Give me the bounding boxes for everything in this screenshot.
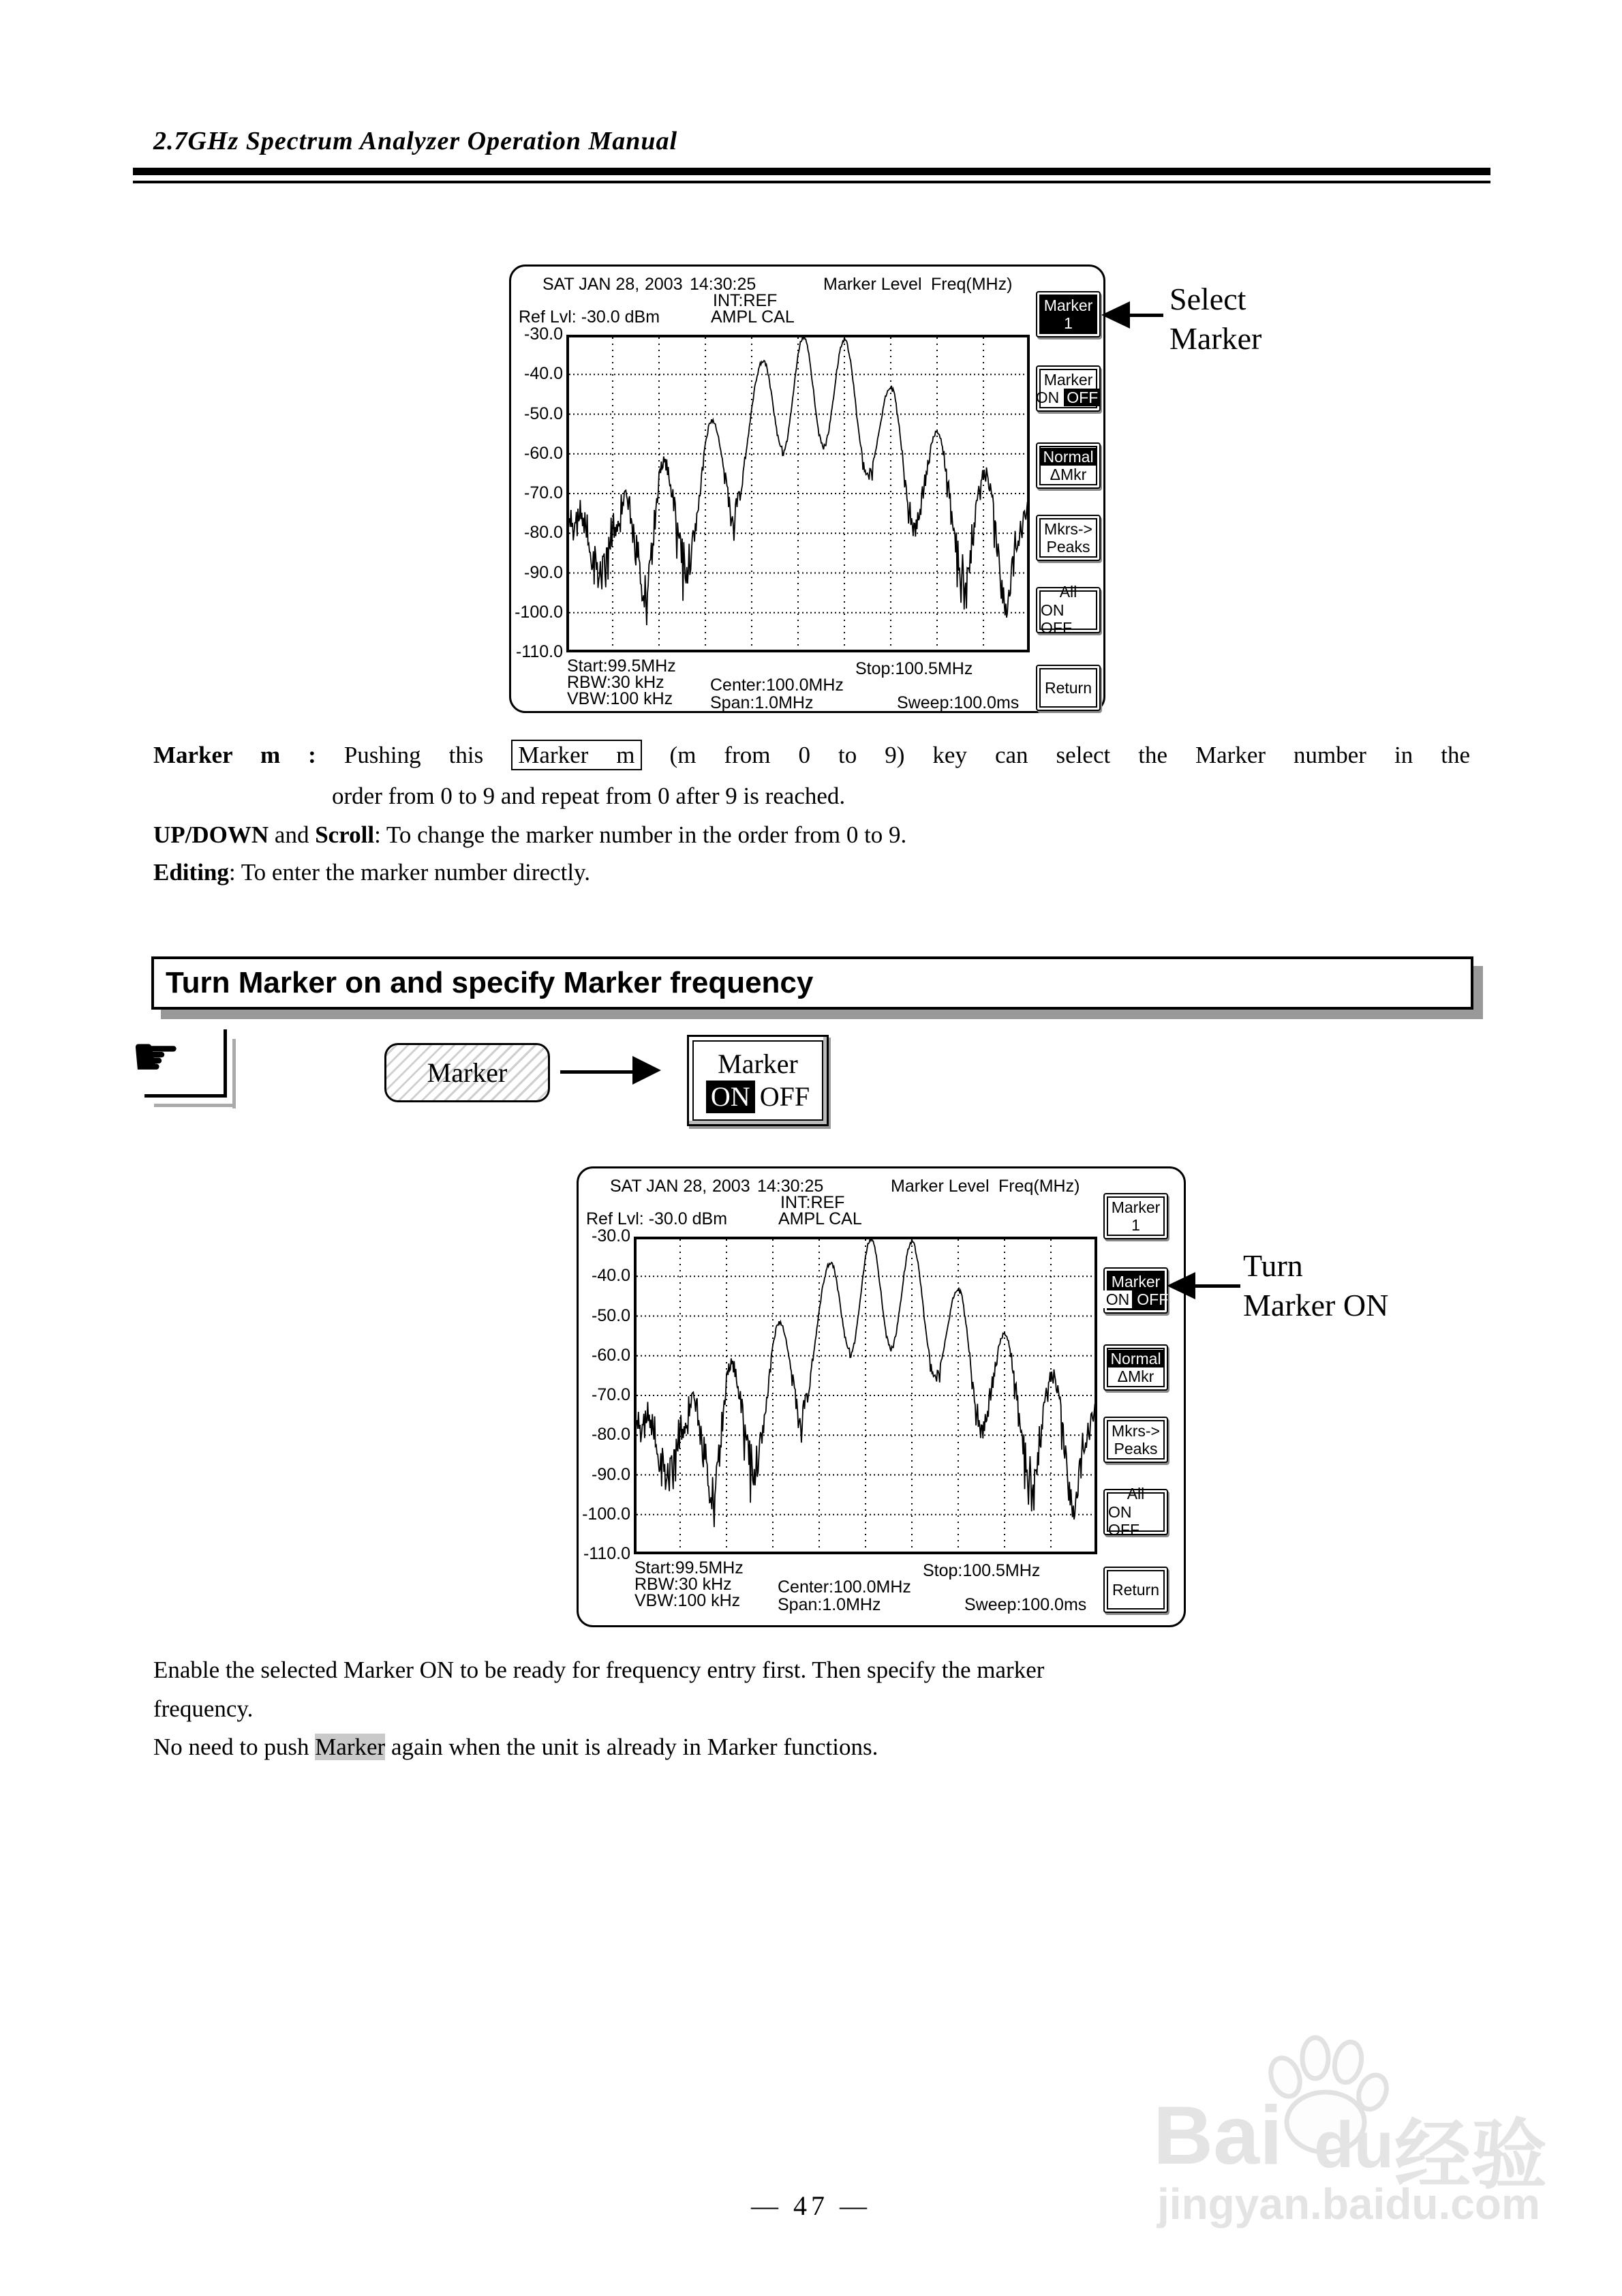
text: No need to push [153,1734,316,1760]
softkey-label: Return [1112,1580,1160,1599]
bold-editing: Editing [153,859,229,886]
softkey-label: ON OFF [1041,601,1072,637]
softkey-label: All [1127,1485,1145,1503]
rbw-readout: RBW:30 kHz [634,1575,732,1594]
bracket-vertical-shadow [232,1039,236,1108]
text: (m from 0 to 9) key can select the Marker number in the [641,742,1470,768]
bold-updown: UP/DOWN [153,821,269,848]
paragraph-marker-m-line1 [153,742,1470,769]
y-tick: -50.0 [524,404,563,423]
page-number: — 47 — [751,2190,871,2221]
span-readout: Span:1.0MHz [710,693,814,712]
turn-marker-on-callout-line2: Marker ON [1243,1288,1389,1323]
marker-m-key-reference: Marker m [511,740,641,770]
center-freq-readout: Center:100.0MHz [778,1577,911,1597]
on-state-selected: ON [1103,1290,1133,1308]
vbw-readout: VBW:100 kHz [634,1591,741,1610]
y-tick: -60.0 [592,1346,630,1365]
softkey-marker-on-off[interactable] [1036,365,1101,412]
y-tick: -110.0 [583,1544,630,1563]
softkey-label: Peaks [1114,1440,1158,1457]
softkey-all-on-off[interactable] [1103,1485,1168,1539]
off-state: OFF [1137,1290,1169,1308]
softkey-return[interactable] [1036,665,1101,711]
y-tick: -30.0 [592,1226,630,1245]
center-freq-readout: Center:100.0MHz [710,676,844,695]
start-freq-readout: Start:99.5MHz [567,656,676,676]
int-ref-label: INT:REF [780,1193,845,1212]
spectrum-plot [634,1237,1097,1554]
softkey-label: Mkrs-> [1044,519,1092,538]
y-tick: -100.0 [582,1505,630,1524]
ampl-cal-label: AMPL CAL [778,1209,862,1228]
softkey-all-on-off[interactable] [1036,583,1101,637]
arrow-shaft [560,1070,632,1074]
arrow-shaft [1126,314,1163,317]
status-date: SAT JAN 28, [542,275,640,294]
y-tick: -30.0 [524,324,563,344]
softkey-label: Return [1044,678,1092,697]
softkey-marker-1[interactable] [1103,1193,1168,1239]
spectrum-trace-svg [566,335,1030,652]
sweep-readout: Sweep:100.0ms [964,1595,1087,1614]
status-time: 14:30:25 [757,1177,824,1196]
softkey-normal-dmkr[interactable] [1103,1344,1168,1391]
rbw-readout: RBW:30 kHz [567,673,664,692]
text: and [269,821,316,848]
section-header-text: Turn Marker on and specify Marker frequency [166,966,814,999]
text: again when the unit is already in Marker functions. [385,1734,878,1760]
watermark-site-url: jingyan.baidu.com [1157,2179,1540,2229]
start-freq-readout: Start:99.5MHz [634,1558,744,1577]
watermark-baidu-bai: Bai [1153,2089,1283,2181]
y-tick: -40.0 [524,364,563,383]
y-tick: -80.0 [524,523,563,542]
softkey-label: 1 [1131,1216,1140,1234]
vbw-readout: VBW:100 kHz [567,689,673,708]
freq-unit-label: Freq(MHz) [931,275,1013,294]
y-tick: -110.0 [515,642,563,661]
softkey-label: ΔMkr [1050,466,1087,483]
y-tick: -70.0 [592,1385,630,1404]
span-readout: Span:1.0MHz [778,1595,881,1614]
paragraph-no-need [153,1734,878,1761]
marker-on-off-softkey-large[interactable] [687,1035,829,1126]
arrow-shaft [1191,1284,1240,1288]
paragraph-updown-scroll [153,821,906,849]
spectrum-plot [566,335,1030,652]
marker-key-highlight: Marker [315,1734,386,1760]
on-state: ON [1035,389,1060,406]
y-tick: -100.0 [515,603,563,622]
status-date: SAT JAN 28, [610,1177,707,1196]
freq-unit-label: Freq(MHz) [998,1177,1080,1196]
off-state: OFF [759,1081,810,1112]
softkey-label: Mkrs-> [1112,1421,1160,1440]
softkey-label: Marker [1111,1198,1161,1216]
off-state-selected: OFF [1064,389,1101,406]
softkey-label: Marker [1043,370,1093,389]
bold-lead: Marker m : [153,742,316,768]
spectrum-screen-1 [509,265,1105,713]
arrow-right-icon [632,1056,661,1085]
y-tick: -80.0 [592,1425,630,1444]
turn-marker-on-callout-line1: Turn [1243,1248,1303,1283]
watermark-baidu-du: du [1314,2109,1394,2181]
marker-level-label: Marker Level [891,1177,990,1196]
spectrum-trace-svg [634,1237,1097,1554]
paragraph-enable-line2: frequency. [153,1695,254,1722]
softkey-marker-1[interactable] [1036,291,1101,337]
softkey-label: Peaks [1046,538,1090,556]
paragraph-enable-line1: Enable the selected Marker ON to be ready for frequency entry first. Then specify the marker [153,1657,1045,1683]
text: : To enter the marker number directly. [228,859,591,886]
bracket-horizontal [144,1094,227,1098]
y-tick: -40.0 [592,1266,630,1285]
y-tick: -50.0 [592,1306,630,1325]
y-tick: -60.0 [524,444,563,463]
select-marker-callout-line2: Marker [1169,321,1262,356]
paragraph-marker-m-line2: order from 0 to 9 and repeat from 0 after 9 is reached. [332,783,846,809]
header-rule-thick [133,168,1490,175]
softkey-label: All [1059,583,1077,601]
header-rule-thin [133,181,1490,183]
y-tick: -90.0 [524,563,563,582]
ref-level-readout: Ref Lvl: -30.0 dBm [519,307,660,327]
normal-state-selected: Normal [1040,448,1096,466]
bracket-vertical [224,1029,227,1098]
softkey-return[interactable] [1103,1567,1168,1613]
on-state-selected: ON [706,1081,755,1113]
document-title: 2.7GHz Spectrum Analyzer Operation Manual [153,127,678,155]
section-header-bar [151,956,1473,1010]
y-tick: -90.0 [592,1465,630,1484]
softkey-label: Marker [1111,1272,1161,1290]
spectrum-screen-2 [577,1166,1186,1627]
pointing-hand-icon: ☛ [131,1025,181,1089]
marker-level-label: Marker Level [823,275,922,294]
softkey-marker-on-off[interactable] [1103,1267,1168,1314]
status-year: 2003 [712,1177,750,1196]
paragraph-editing [153,859,590,886]
status-time: 14:30:25 [690,275,756,294]
ref-level-readout: Ref Lvl: -30.0 dBm [586,1209,728,1228]
softkey-label: ON OFF [1108,1502,1139,1539]
key-label: Marker [718,1048,798,1079]
softkey-mkrs-to-peaks[interactable] [1036,515,1101,561]
watermark-jingyan-cn: 经验 [1394,2113,1547,2198]
text: : To change the marker number in the order from 0 to 9. [374,821,907,848]
softkey-label: Marker [1043,296,1093,314]
marker-panel-key[interactable] [384,1043,550,1102]
bracket-horizontal-shadow [154,1104,236,1107]
sweep-readout: Sweep:100.0ms [897,693,1020,712]
text: Pushing this [316,742,512,768]
stop-freq-readout: Stop:100.5MHz [923,1561,1041,1580]
int-ref-label: INT:REF [713,291,778,310]
softkey-label: 1 [1064,314,1073,332]
normal-state-selected: Normal [1107,1350,1163,1368]
ampl-cal-label: AMPL CAL [711,307,795,327]
softkey-label: ΔMkr [1117,1368,1154,1385]
status-year: 2003 [645,275,683,294]
marker-key-label: Marker [427,1057,508,1088]
select-marker-callout-line1: Select [1169,282,1246,316]
y-tick: -70.0 [524,483,563,502]
stop-freq-readout: Stop:100.5MHz [855,659,973,678]
softkey-normal-dmkr[interactable] [1036,442,1101,489]
bold-scroll: Scroll [315,821,375,848]
softkey-mkrs-to-peaks[interactable] [1103,1417,1168,1463]
